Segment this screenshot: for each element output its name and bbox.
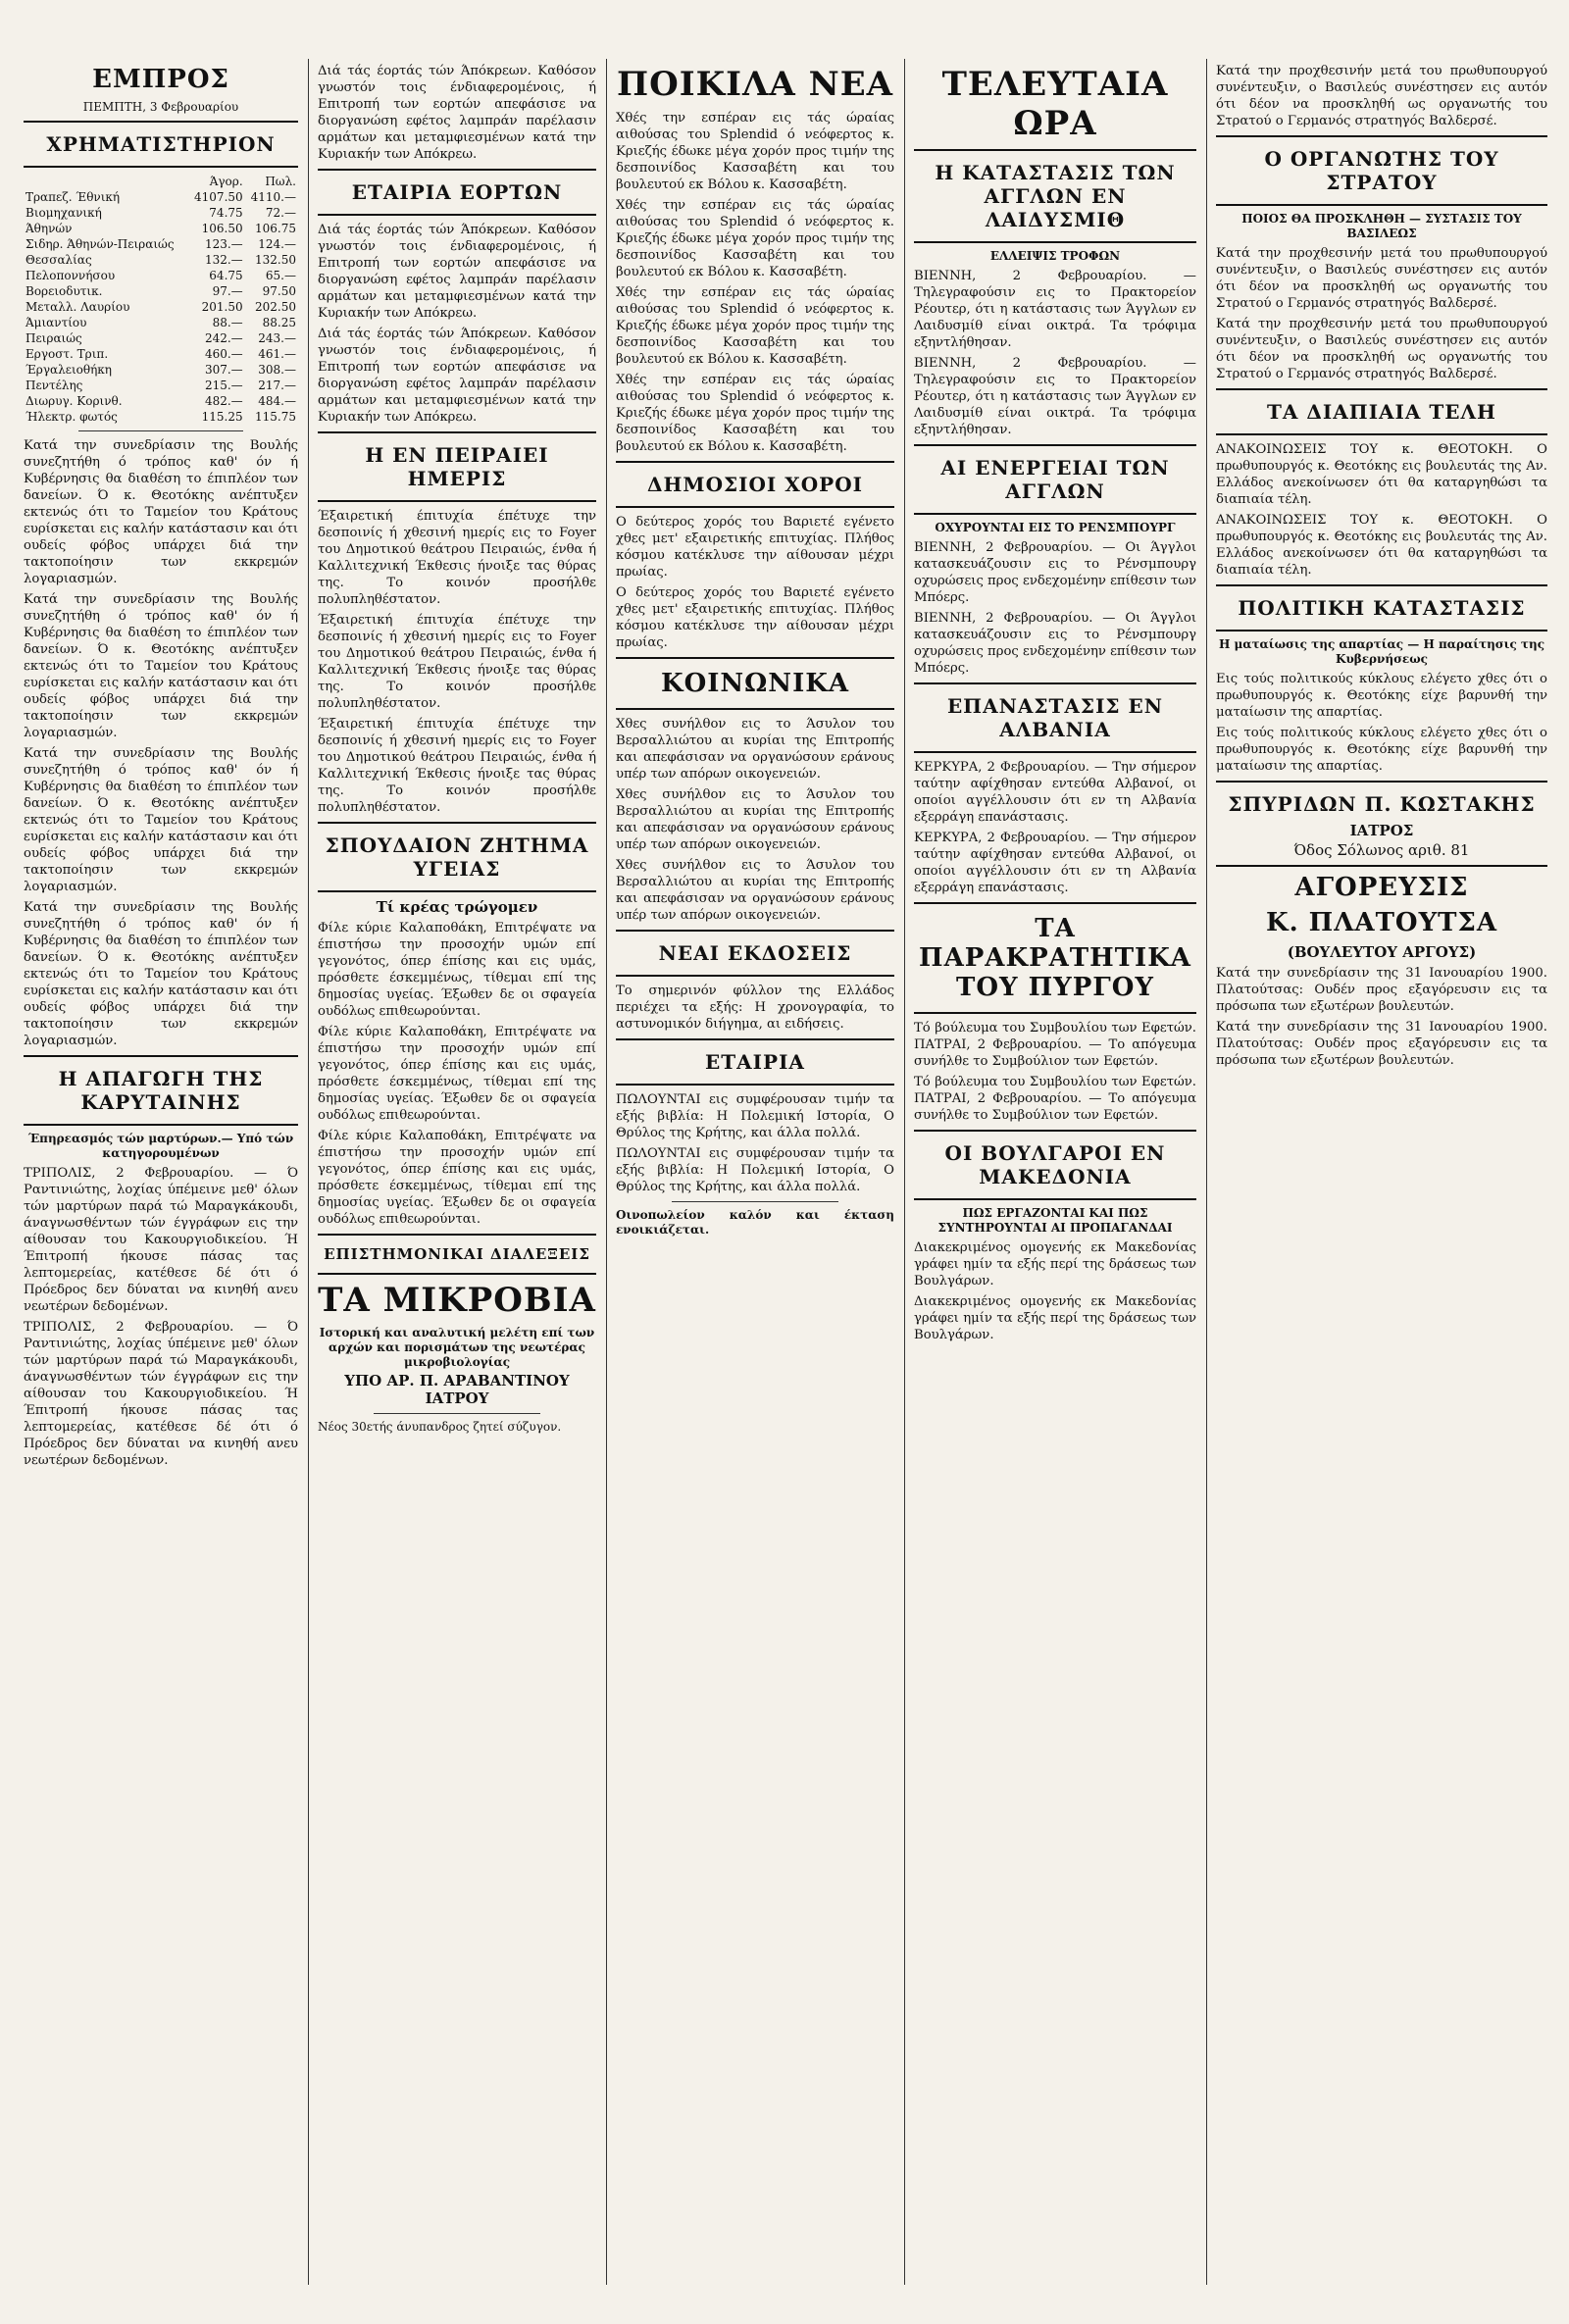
rates-row xyxy=(24,189,298,205)
rate-value: 74.75 xyxy=(209,206,243,220)
column-1 xyxy=(18,59,304,2285)
rate-value: 123.— xyxy=(204,237,243,251)
rate-value: 482.— xyxy=(204,394,243,408)
rate-value: 106.50 xyxy=(201,222,243,235)
article-title: ΤΕΛΕΥΤΑΙΑ ΩΡΑ xyxy=(941,65,1169,143)
article-body: Το σημερινόν φύλλον της Ελλάδος περιέχει τα εξής: Η χρονογραφία, το αστυνομικόν διήγημα, αι ειδήσεις. xyxy=(616,984,894,1032)
rate-value: 132.— xyxy=(204,253,243,267)
rate-value: 217.— xyxy=(258,379,296,392)
article-subtitle: ΟΧΥΡΟΥΝΤΑΙ ΕΙΣ ΤΟ ΡΕΝΣΜΠΟΥΡΓ xyxy=(935,521,1176,534)
column-5 xyxy=(1210,59,1553,2285)
article-subtitle: (ΒΟΥΛΕΥΤΟΥ ΑΡΓΟΥΣ) xyxy=(1287,943,1477,961)
ad-role: ΙΑΤΡΟΣ xyxy=(1349,822,1414,839)
rate-name: Έργαλειοθήκη xyxy=(25,363,112,377)
rate-name: Θεσσαλίας xyxy=(25,253,92,267)
rate-value: 97.50 xyxy=(262,284,296,298)
rate-name: Τραπεζ. Έθνική xyxy=(25,190,121,204)
article-body: Έξαιρετική έπιτυχία έπέτυχε την δεσποινίς ή χθεσινή ημερίς εις το Foyer του Δημοτικού θεάτρου Πειραιώς, ένθα ή Καλλιτεχνική Έκθεσις ήνοιξε τας θύρας της. Το κοινόν προσήλθε πολυπληθέστατον. xyxy=(318,717,596,815)
article-title: ΤΑ ΠΑΡΑΚΡΑΤΗΤΙΚΑ ΤΟΥ ΠΥΡΓΟΥ xyxy=(919,914,1191,1002)
article-body: Τό βούλευμα του Συμβουλίου των Εφετών. ΠΑΤΡΑΙ, 2 Φεβρουαρίου. — Το απόγευμα συνήλθε το Συμβούλιον των Εφετών. xyxy=(914,1075,1196,1123)
article-body: ΑΝΑΚΟΙΝΩΣΕΙΣ ΤΟΥ κ. ΘΕΟΤΟΚΗ. Ο πρωθυπουργός κ. Θεοτόκης εις βουλευτάς της Αν. Ελλάδος ανεκοίνωσεν ότι θα καταργηθώσι τα διαπιαία τέλη. xyxy=(1216,513,1547,578)
article-subtitle: Τί κρέας τρώγομεν xyxy=(376,898,538,916)
rates-row xyxy=(24,299,298,315)
rate-value: 106.75 xyxy=(255,222,296,235)
article-body: Χθές την εσπέραν εις τάς ώραίας αιθούσας του Splendid ό νεόφερτος κ. Κριεζής έδωκε μέγα χορόν προς τιμήν της δεσποινίδος Κασσαβέτη και του βουλευτού εκ Βόλου κ. Κασσαβέτη. xyxy=(616,373,894,454)
rates-row xyxy=(24,346,298,362)
article-body: Έξαιρετική έπιτυχία έπέτυχε την δεσποινίς ή χθεσινή ημερίς εις το Foyer του Δημοτικού θεάτρου Πειραιώς, ένθα ή Καλλιτεχνική Έκθεσις ήνοιξε τας θύρας της. Το κοινόν προσήλθε πολυπληθέστατον. xyxy=(318,613,596,711)
article-body: Διακεκριμένος ομογενής εκ Μακεδονίας γράφει ημίν τα εξής περί της δράσεως των Βουλγάρων. xyxy=(914,1294,1196,1342)
rate-value: 64.75 xyxy=(209,269,243,282)
rates-row xyxy=(24,283,298,299)
column-rule xyxy=(904,59,905,2285)
ad-address: Όδος Σόλωνος αριθ. 81 xyxy=(1293,841,1470,859)
article-body: Χθες συνήλθον εις το Άσυλον του Βερσαλλιώτου αι κυρίαι της Επιτροπής και απεφάσισαν να οργανώσουν εράνους υπέρ των απόρων οικογενειών. xyxy=(616,858,894,923)
article-title: ΤΑ ΜΙΚΡΟΒΙΑ xyxy=(318,1281,596,1320)
notice: Νέος 30ετής άνυπανδρος ζητεί σύζυγον. xyxy=(318,1420,562,1434)
article-title: ΠΟΙΚΙΛΑ ΝΕΑ xyxy=(616,65,894,104)
article-body: Τό βούλευμα του Συμβουλίου των Εφετών. ΠΑΤΡΑΙ, 2 Φεβρουαρίου. — Το απόγευμα συνήλθε το Συμβούλιον των Εφετών. xyxy=(914,1021,1196,1069)
masthead: ΕΜΠΡΟΣ xyxy=(92,65,229,94)
column-3 xyxy=(610,59,900,2285)
article-body: Κατά την συνεδρίασιν της Βουλής συνεζητήθη ό τρόπος καθ' όν ή Κυβέρνησις θα διαθέση το έπιπλέον των δανείων. Ό κ. Θεοτόκης ανέπτυξεν εκτενώς ότι το Ταμείον του Κράτους ευρίσκεται εις καλήν κατάστασιν και ότι ουδείς φόβος υπάρχει διά την τακτοποίησιν των εκκρεμών λογαριασμών. xyxy=(24,438,298,586)
rate-name: Σιδηρ. Άθηνών-Πειραιώς xyxy=(25,237,175,251)
article-title: ΝΕΑΙ ΕΚΔΟΣΕΙΣ xyxy=(658,941,852,965)
rate-value: 124.— xyxy=(258,237,296,251)
rate-name: Μεταλλ. Λαυρίου xyxy=(25,300,130,314)
rates-row xyxy=(24,409,298,425)
rate-value: 72.— xyxy=(265,206,296,220)
article-title: ΠΟΛΙΤΙΚΗ ΚΑΤΑΣΤΑΣΙΣ xyxy=(1238,596,1526,620)
article-title: Κ. ΠΛΑΤΟΥΤΣΑ xyxy=(1265,908,1498,937)
rates-row xyxy=(24,362,298,378)
rate-value: 201.50 xyxy=(201,300,243,314)
rate-name: Άμιαντίου xyxy=(25,316,87,329)
article-title: ΚΟΙΝΩΝΙΚΑ xyxy=(660,669,849,698)
article-title: ΑΓΟΡΕΥΣΙΣ xyxy=(1294,873,1469,902)
article-title: Η ΚΑΤΑΣΤΑΣΙΣ ΤΩΝ ΑΓΓΛΩΝ ΕΝ ΛΑΙΔΥΣΜΙΘ xyxy=(935,161,1176,231)
article-body: Διακεκριμένος ομογενής εκ Μακεδονίας γράφει ημίν τα εξής περί της δράσεως των Βουλγάρων. xyxy=(914,1240,1196,1288)
rates-row xyxy=(24,268,298,283)
article-title: ΕΠΙΣΤΗΜΟΝΙΚΑΙ ΔΙΑΛΕΞΕΙΣ xyxy=(324,1245,590,1263)
rate-value: 97.— xyxy=(212,284,243,298)
rates-row xyxy=(24,252,298,268)
article-body: ΒΙΕΝΝΗ, 2 Φεβρουαρίου. — Τηλεγραφούσιν εις το Πρακτορείον Ρέουτερ, ότι η κατάστασις των Άγγλων εν Λαιδυσμίθ είναι οικτρά. Τα τρόφιμα εξηντλήθησαν. xyxy=(914,269,1196,350)
article-body: Έξαιρετική έπιτυχία έπέτυχε την δεσποινίς ή χθεσινή ημερίς εις το Foyer του Δημοτικού θεάτρου Πειραιώς, ένθα ή Καλλιτεχνική Έκθεσις ήνοιξε τας θύρας της. Το κοινόν προσήλθε πολυπληθέστατον. xyxy=(318,509,596,607)
article-body: Χθες συνήλθον εις το Άσυλον του Βερσαλλιώτου αι κυρίαι της Επιτροπής και απεφάσισαν να οργανώσουν εράνους υπέρ των απόρων οικογενειών. xyxy=(616,787,894,852)
article-body: Χθές την εσπέραν εις τάς ώραίας αιθούσας του Splendid ό νεόφερτος κ. Κριεζής έδωκε μέγα χορόν προς τιμήν της δεσποινίδος Κασσαβέτη και του βουλευτού εκ Βόλου κ. Κασσαβέτη. xyxy=(616,198,894,279)
article-body: ΚΕΡΚΥΡΑ, 2 Φεβρουαρίου. — Την σήμερον ταύτην αφίχθησαν εντεύθα Αλβανοί, οι οποίοι αγγέλλουσιν ότι εν τη Αλβανία εξερράγη επανάστασις. xyxy=(914,831,1196,895)
article-title: ΑΙ ΕΝΕΡΓΕΙΑΙ ΤΩΝ ΑΓΓΛΩΝ xyxy=(940,456,1170,503)
rate-value: 115.25 xyxy=(201,410,243,424)
rate-value: 115.75 xyxy=(255,410,296,424)
article-body: Κατά την προχθεσινήν μετά του πρωθυπουργού συνέντευξιν, ο Βασιλεύς συνέστησεν εις αυτόν ότι δέον να προσκληθή ως οργανωτής του Στρατού ο Γερμανός στρατηγός Βαλδερσέ. xyxy=(1216,64,1547,128)
article-subtitle: Ιστορική και αναλυτική μελέτη επί των αρχών και πορισμάτων της νεωτέρας μικροβιολογίας xyxy=(319,1326,595,1369)
article-body: Διά τάς έορτάς τών Άπόκρεων. Καθόσον γνωστόν τοις ένδιαφερομένοις, ή Επιτροπή των εορτών απεφάσισε να διοργανώση εφέτος λαμπράν παρέλασιν αρμάτων και μεταμφιεσμένων κατά την Κυριακήν των Απόκρεω. xyxy=(318,64,596,162)
notice: Οινοπωλείον καλόν και έκταση ενοικιάζεται. xyxy=(616,1208,894,1237)
ad-name: ΣΠΥΡΙΔΩΝ Π. ΚΩΣΤΑΚΗΣ xyxy=(1228,792,1536,816)
article-body: ΒΙΕΝΝΗ, 2 Φεβρουαρίου. — Οι Άγγλοι κατασκευάζουσιν εις το Ρένσμπουργ οχυρώσεις προς ενδεχομένην επίθεσιν των Μπόερς. xyxy=(914,611,1196,676)
article-body: Κατά την συνεδρίασιν της Βουλής συνεζητήθη ό τρόπος καθ' όν ή Κυβέρνησις θα διαθέση το έπιπλέον των δανείων. Ό κ. Θεοτόκης ανέπτυξεν εκτενώς ότι το Ταμείον του Κράτους ευρίσκεται εις καλήν κατάστασιν και ότι ουδείς φόβος υπάρχει διά την τακτοποίησιν των εκκρεμών λογαριασμών. xyxy=(24,746,298,894)
article-body: ΤΡΙΠΟΛΙΣ, 2 Φεβρουαρίου. — Ό Ραντινιώτης, λοχίας ύπέμεινε μεθ' όλων τών μαρτύρων παρά τώ Μαραγκάκουδι, άναγνωσθέντων τών έγγράφων εις την αίθουσαν του Κακουργιοδικείου. Ή Έπιτροπή ήκουσε πάσας τας λεπτομερείας, κατέθεσε δέ ότι ό Πρόεδρος δεν δύναται να κινηθή ανευ νεωτέρων δεδομένων. xyxy=(24,1166,298,1314)
article-title: Ο ΟΡΓΑΝΩΤΗΣ ΤΟΥ ΣΤΡΑΤΟΥ xyxy=(1264,147,1499,194)
article-body: Εις τούς πολιτικούς κύκλους ελέγετο χθες ότι ο πρωθυπουργός κ. Θεοτόκης είχε βαρυνθή την ματαίωσιν της απαρτίας. xyxy=(1216,672,1547,720)
article-title: ΔΗΜΟΣΙΟΙ ΧΟΡΟΙ xyxy=(647,473,863,496)
rates-header: Άγορ. Πωλ. xyxy=(209,175,296,188)
rates-row xyxy=(24,205,298,221)
article-title: ΕΠΑΝΑΣΤΑΣΙΣ ΕΝ ΑΛΒΑΝΙΑ xyxy=(946,694,1164,741)
article-title: Η ΑΠΑΓΩΓΗ ΤΗΣ ΚΑΡΥΤΑΙΝΗΣ xyxy=(58,1067,264,1114)
rate-value: 88.— xyxy=(212,316,243,329)
article-body: Κατά την συνεδρίασιν της 31 Ιανουαρίου 1900. Πλατούτσας: Ουδέν προς εξαγόρευσιν εις τα πρόσωπα των εξωτέρων βουλευτών. xyxy=(1216,1020,1547,1068)
rates-body xyxy=(24,189,298,425)
rate-value: 4110.— xyxy=(250,190,296,204)
rates-row xyxy=(24,221,298,236)
article-title: ΕΤΑΙΡΙΑ ΕΟΡΤΩΝ xyxy=(351,180,563,204)
article-body: Κατά την συνεδρίασιν της 31 Ιανουαρίου 1900. Πλατούτσας: Ουδέν προς εξαγόρευσιν εις τα πρόσωπα των εξωτέρων βουλευτών. xyxy=(1216,966,1547,1014)
rate-value: 308.— xyxy=(258,363,296,377)
rate-name: Πειραιώς xyxy=(25,331,82,345)
article-body: Κατά την συνεδρίασιν της Βουλής συνεζητήθη ό τρόπος καθ' όν ή Κυβέρνησις θα διαθέση το έπιπλέον των δανείων. Ό κ. Θεοτόκης ανέπτυξεν εκτενώς ότι το Ταμείον του Κράτους ευρίσκεται εις καλήν κατάστασιν και ότι ουδείς φόβος υπάρχει διά την τακτοποίησιν των εκκρεμών λογαριασμών. xyxy=(24,900,298,1048)
rate-value: 460.— xyxy=(204,347,243,361)
rate-name: Πεντέλης xyxy=(25,379,83,392)
rate-value: 65.— xyxy=(265,269,296,282)
article-body: Χθές την εσπέραν εις τάς ώραίας αιθούσας του Splendid ό νεόφερτος κ. Κριεζής έδωκε μέγα χορόν προς τιμήν της δεσποινίδος Κασσαβέτη και του βουλευτού εκ Βόλου κ. Κασσαβέτη. xyxy=(616,285,894,367)
section-title: ΧΡΗΜΑΤΙΣΤΗΡΙΟΝ xyxy=(46,132,276,156)
column-2 xyxy=(312,59,602,2285)
article-title: ΕΤΑΙΡΙΑ xyxy=(705,1050,805,1074)
rate-name: Βιομηχανική xyxy=(25,206,102,220)
rate-value: 132.50 xyxy=(255,253,296,267)
article-body: ΒΙΕΝΝΗ, 2 Φεβρουαρίου. — Οι Άγγλοι κατασκευάζουσιν εις το Ρένσμπουργ οχυρώσεις προς ενδεχομένην επίθεσιν των Μπόερς. xyxy=(914,540,1196,605)
rate-name: Ήλεκτρ. φωτός xyxy=(25,410,118,424)
rates-row xyxy=(24,393,298,409)
rate-name: Άθηνών xyxy=(25,222,73,235)
rate-value: 4107.50 xyxy=(194,190,243,204)
rates-table xyxy=(24,174,298,425)
article-body: Διά τάς έορτάς τών Άπόκρεων. Καθόσον γνωστόν τοις ένδιαφερομένοις, ή Επιτροπή των εορτών απεφάσισε να διοργανώση εφέτος λαμπράν παρέλασιν αρμάτων και μεταμφιεσμένων κατά την Κυριακήν των Απόκρεω. xyxy=(318,327,596,425)
article-body: Φίλε κύριε Καλαποθάκη, Επιτρέψατε να έπιστήσω την προσοχήν υμών επί γεγονότος, όπερ έπίσης και εις υμάς, πρόσθετε έσκεμμένως, τίθεμαι επί της δημοσίας υγείας. Έξωθεν δε οι σφαγεία ουδόλως επιθεωρούνται. xyxy=(318,1025,596,1123)
article-body: Ο δεύτερος χορός του Βαριετέ εγένετο χθες μετ' εξαιρετικής επιτυχίας. Πλήθος κόσμου κατέκλυσε την αίθουσαν μέχρι πρωίας. xyxy=(616,515,894,580)
rates-row xyxy=(24,330,298,346)
column-rule xyxy=(606,59,607,2285)
article-subtitle: ΠΟΙΟΣ ΘΑ ΠΡΟΣΚΛΗΘΗ — ΣΥΣΤΑΣΙΣ ΤΟΥ ΒΑΣΙΛΕΩΣ xyxy=(1241,212,1522,240)
article-title: Η ΕΝ ΠΕΙΡΑΙΕΙ ΗΜΕΡΙΣ xyxy=(365,443,549,490)
rate-value: 461.— xyxy=(258,347,296,361)
rates-row xyxy=(24,378,298,393)
rates-row xyxy=(24,315,298,330)
rate-name: Εργοστ. Τριπ. xyxy=(25,347,109,361)
rate-value: 202.50 xyxy=(255,300,296,314)
article-body: Ο δεύτερος χορός του Βαριετέ εγένετο χθες μετ' εξαιρετικής επιτυχίας. Πλήθος κόσμου κατέκλυσε την αίθουσαν μέχρι πρωίας. xyxy=(616,585,894,650)
article-body: Κατά την προχθεσινήν μετά του πρωθυπουργού συνέντευξιν, ο Βασιλεύς συνέστησεν εις αυτόν ότι δέον να προσκληθή ως οργανωτής του Στρατού ο Γερμανός στρατηγός Βαλδερσέ. xyxy=(1216,317,1547,381)
article-body: Κατά την συνεδρίασιν της Βουλής συνεζητήθη ό τρόπος καθ' όν ή Κυβέρνησις θα διαθέση το έπιπλέον των δανείων. Ό κ. Θεοτόκης ανέπτυξεν εκτενώς ότι το Ταμείον του Κράτους ευρίσκεται εις καλήν κατάστασιν και ότι ουδείς φόβος υπάρχει διά την τακτοποίησιν των εκκρεμών λογαριασμών. xyxy=(24,592,298,740)
article-body: Εις τούς πολιτικούς κύκλους ελέγετο χθες ότι ο πρωθυπουργός κ. Θεοτόκης είχε βαρυνθή την ματαίωσιν της απαρτίας. xyxy=(1216,726,1547,774)
rate-name: Διωρυγ. Κορινθ. xyxy=(25,394,123,408)
date-line: ΠΕΜΠΤΗ, 3 Φεβρουαρίου xyxy=(82,100,239,114)
article-body: Φίλε κύριε Καλαποθάκη, Επιτρέψατε να έπιστήσω την προσοχήν υμών επί γεγονότος, όπερ έπίσης και εις υμάς, πρόσθετε έσκεμμένως, τίθεμαι επί της δημοσίας υγείας. Έξωθεν δε οι σφαγεία ουδόλως επιθεωρούνται. xyxy=(318,1129,596,1227)
column-rule xyxy=(1206,59,1207,2285)
rate-value: 215.— xyxy=(204,379,243,392)
article-title: ΣΠΟΥΔΑΙΟΝ ΖΗΤΗΜΑ ΥΓΕΙΑΣ xyxy=(325,834,589,881)
article-body: Κατά την προχθεσινήν μετά του πρωθυπουργού συνέντευξιν, ο Βασιλεύς συνέστησεν εις αυτόν ότι δέον να προσκληθή ως οργανωτής του Στρατού ο Γερμανός στρατηγός Βαλδερσέ. xyxy=(1216,246,1547,311)
article-title: ΟΙ ΒΟΥΛΓΑΡΟΙ ΕΝ ΜΑΚΕΔΟΝΙΑ xyxy=(944,1141,1166,1188)
article-body: Φίλε κύριε Καλαποθάκη, Επιτρέψατε να έπιστήσω την προσοχήν υμών επί γεγονότος, όπερ έπίσης και εις υμάς, πρόσθετε έσκεμμένως, τίθεμαι επί της δημοσίας υγείας. Έξωθεν δε οι σφαγεία ουδόλως επιθεωρούνται. xyxy=(318,921,596,1019)
article-title: ΤΑ ΔΙΑΠΙΑΙΑ ΤΕΛΗ xyxy=(1267,400,1496,424)
article-body: ΑΝΑΚΟΙΝΩΣΕΙΣ ΤΟΥ κ. ΘΕΟΤΟΚΗ. Ο πρωθυπουργός κ. Θεοτόκης εις βουλευτάς της Αν. Ελλάδος ανεκοίνωσεν ότι θα καταργηθώσι τα διαπιαία τέλη. xyxy=(1216,442,1547,507)
article-body: ΚΕΡΚΥΡΑ, 2 Φεβρουαρίου. — Την σήμερον ταύτην αφίχθησαν εντεύθα Αλβανοί, οι οποίοι αγγέλλουσιν ότι εν τη Αλβανία εξερράγη επανάστασις. xyxy=(914,760,1196,825)
rate-value: 88.25 xyxy=(262,316,296,329)
rate-value: 484.— xyxy=(258,394,296,408)
column-4 xyxy=(908,59,1202,2285)
article-subtitle: ΕΛΛΕΙΨΙΣ ΤΡΟΦΩΝ xyxy=(989,249,1121,263)
column-rule xyxy=(308,59,309,2285)
rate-value: 243.— xyxy=(258,331,296,345)
rate-name: Βορειοδυτικ. xyxy=(25,284,103,298)
article-body: Διά τάς έορτάς τών Άπόκρεων. Καθόσον γνωστόν τοις ένδιαφερομένοις, ή Επιτροπή των εορτών απεφάσισε να διοργανώση εφέτος λαμπράν παρέλασιν αρμάτων και μεταμφιεσμένων κατά την Κυριακήν των Απόκρεω. xyxy=(318,223,596,321)
article-body: Χθές την εσπέραν εις τάς ώραίας αιθούσας του Splendid ό νεόφερτος κ. Κριεζής έδωκε μέγα χορόν προς τιμήν της δεσποινίδος Κασσαβέτη και του βουλευτού εκ Βόλου κ. Κασσαβέτη. xyxy=(616,111,894,192)
article-body: ΠΩΛΟΥΝΤΑΙ εις συμφέρουσαν τιμήν τα εξής βιβλία: Η Πολεμική Ιστορία, Ο Θρύλος της Κρήτης, και άλλα πολλά. xyxy=(616,1146,894,1194)
article-body: ΒΙΕΝΝΗ, 2 Φεβρουαρίου. — Τηλεγραφούσιν εις το Πρακτορείον Ρέουτερ, ότι η κατάστασις των Άγγλων εν Λαιδυσμίθ είναι οικτρά. Τα τρόφιμα εξηντλήθησαν. xyxy=(914,356,1196,437)
article-subtitle: Έπηρεασμός τών μαρτύρων.— Υπό τών κατηγορουμένων xyxy=(27,1132,294,1160)
article-author: ΥΠΟ ΑΡ. Π. ΑΡΑΒΑΝΤΙΝΟΥ ΙΑΤΡΟΥ xyxy=(344,1372,570,1407)
rate-name: Πελοποννήσου xyxy=(25,269,116,282)
rate-value: 307.— xyxy=(204,363,243,377)
rates-row xyxy=(24,236,298,252)
article-body: Χθες συνήλθον εις το Άσυλον του Βερσαλλιώτου αι κυρίαι της Επιτροπής και απεφάσισαν να οργανώσουν εράνους υπέρ των απόρων οικογενειών. xyxy=(616,717,894,782)
article-subtitle: ΠΩΣ ΕΡΓΑΖΟΝΤΑΙ ΚΑΙ ΠΩΣ ΣΥΝΤΗΡΟΥΝΤΑΙ ΑΙ ΠΡΟΠΑΓΑΝΔΑΙ xyxy=(937,1206,1173,1235)
article-body: ΤΡΙΠΟΛΙΣ, 2 Φεβρουαρίου. — Ό Ραντινιώτης, λοχίας ύπέμεινε μεθ' όλων τών μαρτύρων παρά τώ Μαραγκάκουδι, άναγνωσθέντων τών έγγράφων εις την αίθουσαν του Κακουργιοδικείου. Ή Έπιτροπή ήκουσε πάσας τας λεπτομερείας, κατέθεσε δέ ότι ό Πρόεδρος δεν δύναται να κινηθή ανευ νεωτέρων δεδομένων. xyxy=(24,1320,298,1468)
article-body: ΠΩΛΟΥΝΤΑΙ εις συμφέρουσαν τιμήν τα εξής βιβλία: Η Πολεμική Ιστορία, Ο Θρύλος της Κρήτης, και άλλα πολλά. xyxy=(616,1092,894,1140)
article-subtitle: Η ματαίωσις της απαρτίας — Η παραίτησις της Κυβερνήσεως xyxy=(1218,637,1545,666)
rate-value: 242.— xyxy=(204,331,243,345)
